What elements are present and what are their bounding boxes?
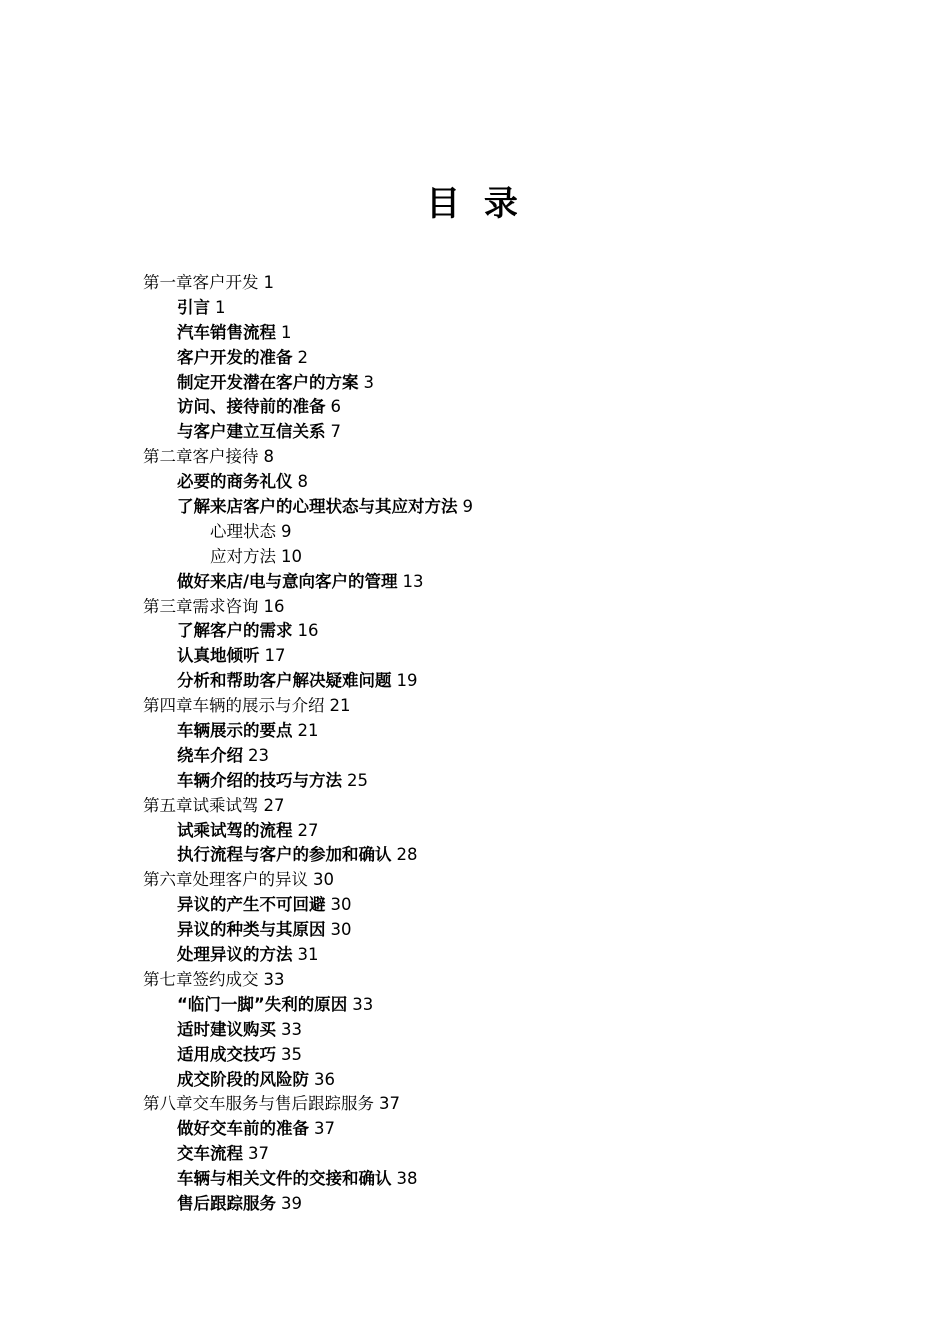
toc-page-number: 16 [297, 621, 319, 641]
toc-page-number: 1 [263, 273, 274, 292]
toc-entry-title: 第六章处理客户的异议 [143, 870, 308, 890]
toc-entry-title: 引言 [177, 297, 210, 317]
toc-section-entry[interactable] [143, 371, 473, 396]
toc-page-number: 13 [402, 571, 424, 591]
toc-page-number: 33 [263, 969, 285, 989]
toc-entry-title: 车辆介绍的技巧与方法 [177, 770, 342, 790]
toc-entry-title: 做好交车前的准备 [177, 1119, 309, 1139]
toc-section-entry[interactable] [143, 1018, 473, 1043]
toc-page-number: 2 [297, 347, 308, 367]
toc-page-number: 17 [264, 646, 286, 666]
toc-page-number: 37 [248, 1144, 269, 1164]
toc-chapter-entry[interactable] [143, 595, 473, 620]
toc-entry-title: 售后跟踪服务 [177, 1193, 276, 1213]
page-title: 目 录 [426, 184, 524, 224]
toc-page-number: 19 [396, 671, 418, 691]
toc-section-entry[interactable] [143, 1167, 473, 1192]
toc-entry-title: 车辆展示的要点 [177, 721, 293, 741]
toc-entry-title: 第七章签约成交 [143, 969, 259, 989]
toc-page-number: 36 [314, 1069, 335, 1089]
toc-section-entry[interactable] [143, 619, 473, 644]
toc-subsection-entry[interactable] [143, 545, 473, 570]
toc-entry-title: 第四章车辆的展示与介绍 [143, 696, 325, 716]
toc-entry-title: 制定开发潜在客户的方案 [177, 372, 359, 392]
toc-entry-title: 必要的商务礼仪 [177, 472, 293, 492]
toc-section-entry[interactable] [143, 644, 473, 669]
toc-chapter-entry[interactable] [143, 1092, 473, 1117]
toc-section-entry[interactable] [143, 918, 473, 943]
toc-entry-title: 了解来店客户的心理状态与其应对方法 [177, 497, 458, 517]
toc-entry-title: 分析和帮助客户解决疑难问题 [177, 671, 392, 691]
toc-entry-title: 第五章试乘试驾 [143, 795, 259, 815]
toc-page-number: 10 [281, 546, 302, 566]
toc-page-number: 28 [396, 845, 418, 865]
toc-page-number: 30 [330, 920, 352, 940]
toc-page-number: 8 [263, 447, 274, 467]
toc-section-entry[interactable] [143, 843, 473, 868]
toc-section-entry[interactable] [143, 819, 473, 844]
toc-section-entry[interactable] [143, 744, 473, 769]
toc-section-entry[interactable] [143, 495, 473, 520]
toc-entry-title: 了解客户的需求 [177, 621, 293, 641]
table-of-contents [143, 271, 473, 1217]
toc-chapter-entry[interactable] [143, 968, 473, 993]
toc-entry-title: 访问、接待前的准备 [177, 397, 326, 417]
toc-entry-title: 应对方法 [210, 546, 276, 566]
toc-entry-title: “临门一脚”失利的原因 [177, 994, 348, 1014]
toc-section-entry[interactable] [143, 1068, 473, 1093]
toc-entry-title: 绕车介绍 [177, 745, 243, 765]
toc-page-number: 7 [330, 422, 341, 442]
toc-page-number: 9 [281, 521, 292, 541]
toc-chapter-entry[interactable] [143, 694, 473, 719]
toc-entry-title: 做好来店/电与意向客户的管理 [177, 571, 398, 591]
toc-entry-title: 成交阶段的风险防 [177, 1069, 309, 1089]
toc-section-entry[interactable] [143, 470, 473, 495]
toc-chapter-entry[interactable] [143, 445, 473, 470]
toc-section-entry[interactable] [143, 943, 473, 968]
toc-section-entry[interactable] [143, 395, 473, 420]
toc-section-entry[interactable] [143, 420, 473, 445]
toc-entry-title: 第一章客户开发 [143, 273, 259, 292]
toc-entry-title: 适时建议购买 [177, 1019, 276, 1039]
toc-section-entry[interactable] [143, 893, 473, 918]
toc-entry-title: 汽车销售流程 [177, 322, 276, 342]
toc-entry-title: 第八章交车服务与售后跟踪服务 [143, 1094, 374, 1114]
toc-page-number: 16 [263, 596, 285, 616]
toc-page-number: 27 [297, 820, 319, 840]
toc-page-number: 31 [297, 945, 319, 965]
toc-section-entry[interactable] [143, 570, 473, 595]
toc-section-entry[interactable] [143, 1192, 473, 1217]
toc-page-number: 6 [330, 397, 341, 417]
toc-entry-title: 交车流程 [177, 1144, 243, 1164]
toc-entry-title: 心理状态 [210, 521, 276, 541]
toc-page-number: 23 [248, 745, 269, 765]
toc-page-number: 35 [281, 1044, 302, 1064]
toc-page-number: 21 [329, 696, 351, 716]
toc-page-number: 37 [379, 1094, 400, 1114]
toc-section-entry[interactable] [143, 321, 473, 346]
toc-page-number: 25 [347, 770, 368, 790]
toc-section-entry[interactable] [143, 346, 473, 371]
toc-page-number: 3 [363, 372, 374, 392]
toc-page-number: 33 [281, 1019, 302, 1039]
toc-section-entry[interactable] [143, 769, 473, 794]
toc-subsection-entry[interactable] [143, 520, 473, 545]
toc-chapter-entry[interactable] [143, 868, 473, 893]
toc-entry-title: 客户开发的准备 [177, 347, 293, 367]
toc-entry-title: 处理异议的方法 [177, 945, 293, 965]
toc-entry-title: 适用成交技巧 [177, 1044, 276, 1064]
toc-page-number: 9 [462, 497, 473, 517]
toc-entry-title: 认真地倾听 [177, 646, 260, 666]
toc-page-number: 38 [396, 1169, 418, 1189]
toc-entry-title: 试乘试驾的流程 [177, 820, 293, 840]
toc-section-entry[interactable] [143, 719, 473, 744]
toc-page-number: 30 [330, 895, 352, 915]
toc-entry-title: 异议的种类与其原因 [177, 920, 326, 940]
toc-page-number: 37 [314, 1119, 335, 1139]
toc-page-number: 30 [313, 870, 334, 890]
toc-page-number: 39 [281, 1193, 302, 1213]
toc-section-entry[interactable] [143, 1043, 473, 1068]
toc-page-number: 8 [297, 472, 308, 492]
toc-section-entry[interactable] [143, 993, 473, 1018]
toc-chapter-entry[interactable] [143, 271, 473, 296]
toc-page-number: 21 [297, 721, 319, 741]
toc-page-number: 27 [263, 795, 285, 815]
toc-entry-title: 车辆与相关文件的交接和确认 [177, 1169, 392, 1189]
toc-section-entry[interactable] [143, 296, 473, 321]
toc-entry-title: 第二章客户接待 [143, 447, 259, 467]
toc-entry-title: 第三章需求咨询 [143, 596, 259, 616]
toc-page-number: 1 [215, 297, 226, 317]
toc-entry-title: 异议的产生不可回避 [177, 895, 326, 915]
toc-page-number: 1 [281, 322, 292, 342]
toc-section-entry[interactable] [143, 1142, 473, 1167]
toc-section-entry[interactable] [143, 669, 473, 694]
toc-section-entry[interactable] [143, 1117, 473, 1142]
toc-entry-title: 执行流程与客户的参加和确认 [177, 845, 392, 865]
toc-chapter-entry[interactable] [143, 794, 473, 819]
toc-entry-title: 与客户建立互信关系 [177, 422, 326, 442]
toc-page-number: 33 [352, 994, 374, 1014]
